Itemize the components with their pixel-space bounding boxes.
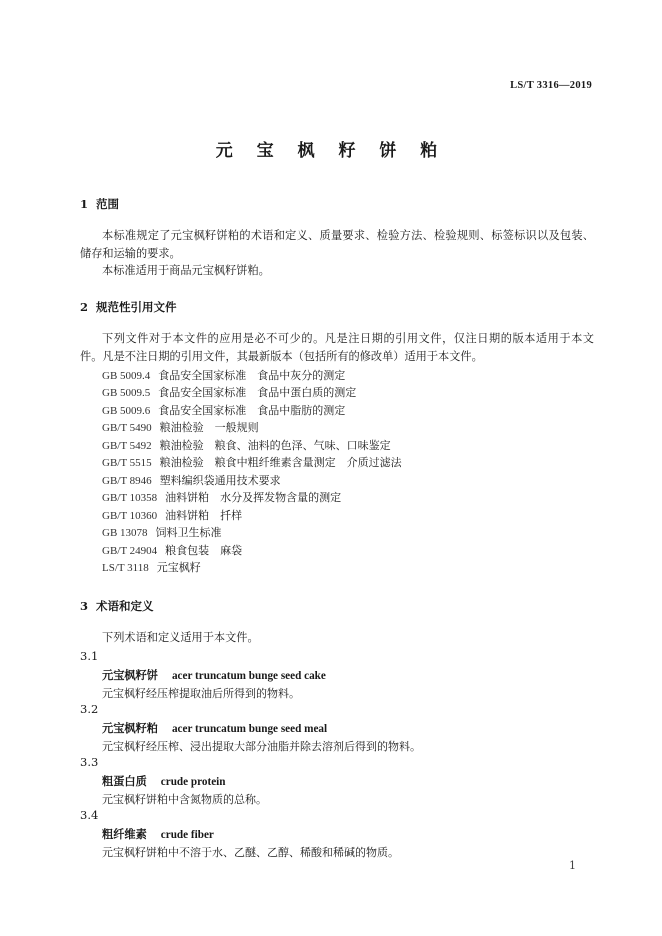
reference-title: 油料饼粕 水分及挥发物含量的测定 xyxy=(165,491,342,504)
term-en: acer truncatum bunge seed cake xyxy=(171,670,326,682)
reference-code: GB/T 8946 xyxy=(102,475,152,487)
reference-item xyxy=(102,472,281,490)
term-definition: 元宝枫籽经压榨提取油后所得到的物料。 xyxy=(102,687,300,700)
reference-item xyxy=(102,384,356,402)
reference-item xyxy=(102,437,391,455)
reference-title: 饲料卫生标准 xyxy=(155,526,222,539)
section-heading-terms xyxy=(80,598,154,614)
term-zh: 元宝枫籽粕 xyxy=(102,721,158,735)
reference-item xyxy=(102,507,242,525)
scope-paragraph-1: 本标准规定了元宝枫籽饼粕的术语和定义、质量要求、检验方法、检验规则、标签标识以及包装、储存和运输的要求。 xyxy=(80,229,594,260)
terms-intro-paragraph: 下列术语和定义适用于本文件。 xyxy=(102,631,259,644)
reference-code: GB 5009.6 xyxy=(102,405,151,417)
reference-code: GB/T 5490 xyxy=(102,422,152,434)
section-heading-scope xyxy=(80,196,119,212)
reference-title: 粮油检验 粮食中粗纤维素含量测定 介质过滤法 xyxy=(159,456,402,469)
reference-code: LS/T 3118 xyxy=(102,562,149,574)
term-zh: 粗纤维素 xyxy=(102,827,147,841)
reference-title: 粮食包装 麻袋 xyxy=(165,544,243,557)
reference-title: 元宝枫籽 xyxy=(156,561,201,574)
section-title: 术语和定义 xyxy=(96,599,154,613)
term-definition: 元宝枫籽饼粕中不溶于水、乙醚、乙醇、稀酸和稀碱的物质。 xyxy=(102,846,399,859)
reference-code: GB/T 10358 xyxy=(102,492,158,504)
reference-item xyxy=(102,559,201,577)
scope-paragraph-2: 本标准适用于商品元宝枫籽饼粕。 xyxy=(102,264,270,277)
term-en: crude protein xyxy=(160,776,226,788)
reference-code: GB/T 5515 xyxy=(102,457,152,469)
reference-title: 食品安全国家标准 食品中蛋白质的测定 xyxy=(158,386,357,399)
reference-title: 油料饼粕 扦样 xyxy=(165,509,243,522)
document-title: 元 宝 枫 籽 饼 粕 xyxy=(215,141,447,161)
reference-code: GB 13078 xyxy=(102,527,148,539)
reference-title: 食品安全国家标准 食品中灰分的测定 xyxy=(158,369,346,382)
reference-item xyxy=(102,489,341,507)
reference-code: GB/T 5492 xyxy=(102,440,152,452)
reference-title: 塑料编织袋通用技术要求 xyxy=(159,474,281,487)
term-heading xyxy=(102,826,214,842)
term-heading xyxy=(102,773,226,789)
reference-item xyxy=(102,367,345,385)
reference-code: GB/T 24904 xyxy=(102,545,158,557)
term-en: crude fiber xyxy=(160,829,214,841)
term-number: 3.2 xyxy=(80,702,99,716)
term-heading xyxy=(102,720,327,736)
reference-title: 粮油检验 一般规则 xyxy=(159,421,259,434)
section-number: 2 xyxy=(80,300,89,314)
term-heading xyxy=(102,667,326,683)
term-definition: 元宝枫籽饼粕中含氮物质的总称。 xyxy=(102,793,267,806)
reference-item xyxy=(102,402,345,420)
standard-code: LS/T 3316—2019 xyxy=(510,80,592,91)
reference-code: GB 5009.4 xyxy=(102,370,151,382)
reference-item xyxy=(102,454,402,472)
term-number: 3.4 xyxy=(80,808,99,822)
section-title: 规范性引用文件 xyxy=(96,300,177,314)
section-heading-refs xyxy=(80,299,177,315)
reference-item xyxy=(102,419,259,437)
section-title: 范围 xyxy=(96,197,119,211)
reference-code: GB/T 10360 xyxy=(102,510,158,522)
term-zh: 元宝枫籽饼 xyxy=(102,668,158,682)
term-zh: 粗蛋白质 xyxy=(102,774,147,788)
section-number: 3 xyxy=(80,599,89,613)
reference-code: GB 5009.5 xyxy=(102,387,151,399)
reference-item xyxy=(102,542,242,560)
reference-title: 粮油检验 粮食、油料的色泽、气味、口味鉴定 xyxy=(159,439,391,452)
section-number: 1 xyxy=(80,197,89,211)
term-definition: 元宝枫籽经压榨、浸出提取大部分油脂并除去溶剂后得到的物料。 xyxy=(102,740,421,753)
page-number: 1 xyxy=(569,859,576,872)
term-number: 3.3 xyxy=(80,755,99,769)
refs-intro-paragraph: 下列文件对于本文件的应用是必不可少的。凡是注日期的引用文件，仅注日期的版本适用于本文件。凡是不注日期的引用文件，其最新版本（包括所有的修改单）适用于本文件。 xyxy=(80,332,594,363)
term-en: acer truncatum bunge seed meal xyxy=(171,723,328,735)
reference-item xyxy=(102,524,222,542)
reference-title: 食品安全国家标准 食品中脂肪的测定 xyxy=(158,404,346,417)
term-number: 3.1 xyxy=(80,649,99,663)
